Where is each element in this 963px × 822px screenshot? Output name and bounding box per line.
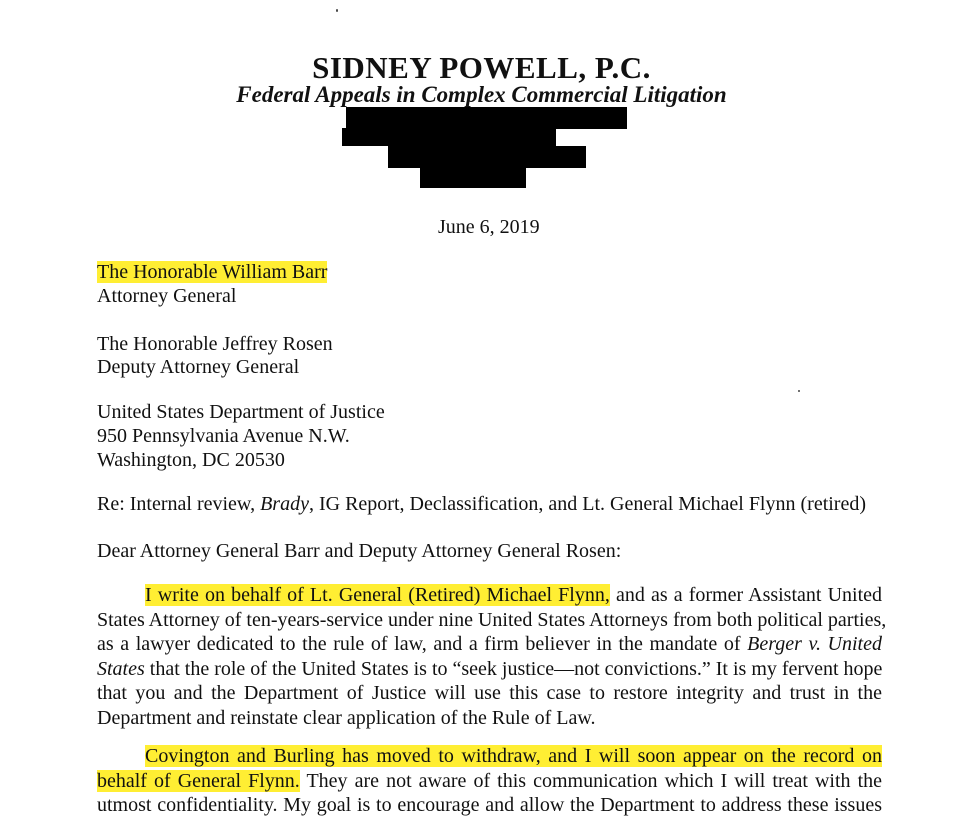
paragraph-1-line-3 bbox=[97, 632, 882, 657]
redaction-bar-3 bbox=[388, 146, 586, 168]
paragraph-1-line-1 bbox=[97, 583, 882, 608]
re-prefix: Re: Internal review, bbox=[97, 493, 261, 515]
address-line-1: United States Department of Justice bbox=[97, 401, 385, 423]
firm-name: SIDNEY POWELL, P.C. bbox=[312, 50, 651, 85]
addressee-2-title: Deputy Attorney General bbox=[97, 356, 300, 378]
firm-tagline: Federal Appeals in Complex Commercial Litigation bbox=[236, 82, 727, 107]
address-line-2: 950 Pennsylvania Avenue N.W. bbox=[97, 425, 350, 447]
paragraph-2-line-2-rest: They are not aware of this communication which I will treat with the bbox=[299, 769, 883, 792]
paragraph-1-line-3-start: as a lawyer dedicated to the rule of law, and a firm believer in the mandate of bbox=[97, 633, 748, 655]
addressee-1-title: Attorney General bbox=[97, 285, 237, 307]
addressee-2-name: The Honorable Jeffrey Rosen bbox=[97, 333, 333, 355]
paragraph-1 bbox=[97, 583, 887, 730]
re-line bbox=[97, 492, 866, 516]
re-suffix: , IG Report, Declassification, and Lt. General Michael Flynn (retired) bbox=[308, 493, 866, 515]
addressee-1-name bbox=[97, 260, 327, 284]
paragraph-1-line-4 bbox=[97, 657, 882, 682]
paragraph-1-line-6: Department and reinstate clear application of the Rule of Law. bbox=[97, 706, 596, 729]
paragraph-2 bbox=[97, 744, 882, 818]
scan-speck bbox=[798, 390, 800, 392]
paragraph-1-line-1-rest: and as a former Assistant United bbox=[609, 584, 883, 606]
paragraph-2-line-2 bbox=[97, 769, 882, 794]
paragraph-2-highlight-2: behalf of General Flynn. bbox=[97, 769, 300, 792]
letter-date: June 6, 2019 bbox=[438, 216, 540, 238]
paragraph-1-case-name-cont: States bbox=[97, 657, 145, 680]
redaction-bar-4 bbox=[420, 166, 526, 188]
addressee-1-name-highlight: The Honorable William Barr bbox=[97, 261, 328, 283]
redaction-bar-1 bbox=[346, 107, 627, 129]
paragraph-1-line-2: States Attorney of ten-years-service under nine United States Attorneys from both political parties, bbox=[97, 608, 887, 631]
address-line-3: Washington, DC 20530 bbox=[97, 449, 285, 471]
paragraph-1-highlight: I write on behalf of Lt. General (Retired) Michael Flynn, bbox=[145, 584, 610, 606]
scan-speck bbox=[336, 9, 338, 12]
re-case-name: Brady bbox=[260, 493, 309, 515]
paragraph-1-line-5: that you and the Department of Justice will use this case to restore integrity and trust in the bbox=[97, 682, 882, 704]
redaction-bar-2 bbox=[342, 128, 556, 146]
paragraph-2-line-3: utmost confidentiality. My goal is to encourage and allow the Department to address these issues bbox=[97, 794, 882, 816]
paragraph-1-case-name: Berger v. United bbox=[747, 633, 882, 655]
paragraph-2-line-1 bbox=[97, 744, 882, 769]
paragraph-2-highlight-1: Covington and Burling has moved to withdraw, and I will soon appear on the record on bbox=[145, 745, 882, 767]
salutation: Dear Attorney General Barr and Deputy Attorney General Rosen: bbox=[97, 540, 622, 562]
paragraph-1-line-4-rest: that the role of the United States is to “seek justice—not convictions.” It is my fervent hope bbox=[144, 657, 883, 680]
